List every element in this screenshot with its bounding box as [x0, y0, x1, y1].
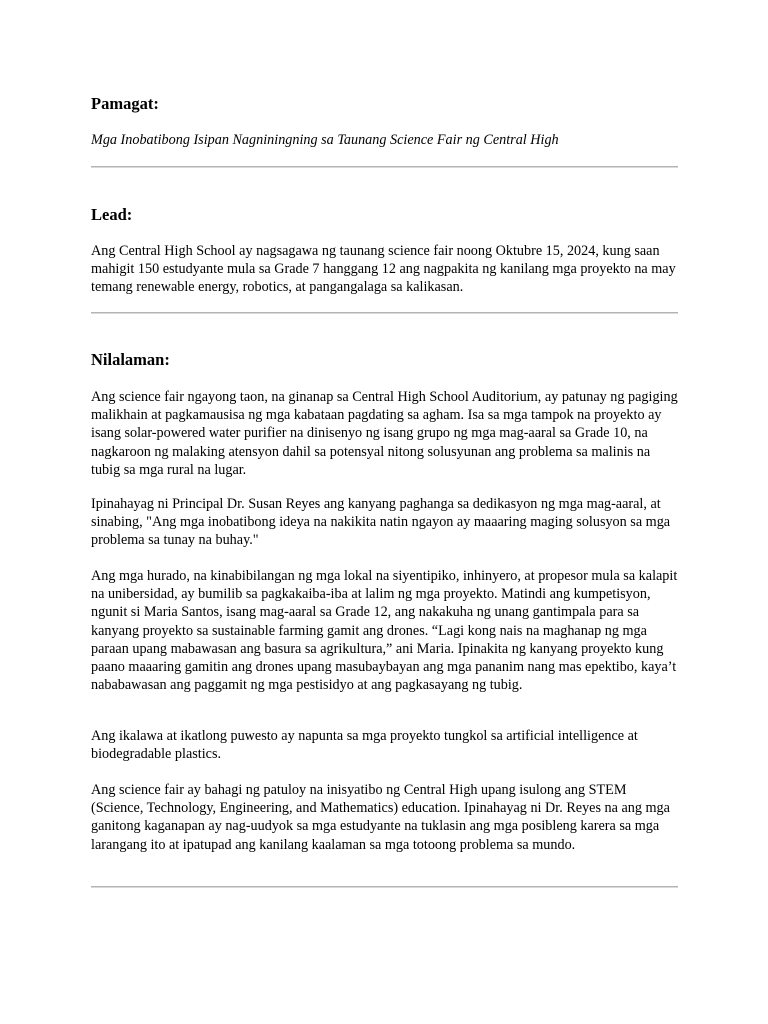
body-paragraph-1: Ang science fair ngayong taon, na ginanap sa Central High School Auditorium, ay patunay ng pagiging malikhain at pagkamausisa ng mga kabataan pagdating sa agham. Isa sa mga tampok na proyekto ay isang solar-powered water purifier na dinisenyo ng isang grupo ng mga mag-aaral sa Grade 10, na nagkaroon ng malaking atensyon dahil sa potensyal nitong solusyunan ang problema sa malinis na tubig sa mga rural na lugar. [91, 389, 678, 478]
section-divider [91, 312, 678, 314]
section-divider [91, 886, 678, 888]
body-paragraph-4: Ang ikalawa at ikatlong puwesto ay napunta sa mga proyekto tungkol sa artificial intelligence at biodegradable plastics. [91, 728, 638, 763]
body-paragraph-3: Ang mga hurado, na kinabibilangan ng mga lokal na siyentipiko, inhinyero, at propesor mula sa kalapit na unibersidad, ay bumilib sa pagkakaiba-iba at lalim ng mga proyekto. Matindi ang kumpetisyon, ngunit si Maria Santos, isang mag-aaral sa Grade 12, ang nakakuha ng unang gantimpala para sa kanyang proyekto sa sustainable farming gamit ang drones. “Lagi kong nais na maghanap ng mga paraan upang mabawasan ang basura sa agrikultura,” ani Maria. Ipinakita ng kanyang proyekto kung paano maaaring gamitin ang drones upang masubaybayan ang mga pananim nang mas epektibo, kaya’t nababawasan ang paggamit ng mga pestisidyo at ang pagkasayang ng tubig. [91, 568, 678, 694]
section-divider [91, 166, 678, 168]
title-heading: Pamagat: [91, 94, 159, 113]
body-heading: Nilalaman: [91, 350, 170, 369]
body-paragraph-5: Ang science fair ay bahagi ng patuloy na inisyatibo ng Central High upang isulong ang STEM (Science, Technology, Engineering, and Mathematics) education. Ipinahayag ni Dr. Reyes na ang mga ganitong kaganapan ay nag-uudyok sa mga estudyante na tuklasin ang mga posibleng karera sa mga larangang ito at ipatupad ang kanilang kaalaman sa mga totoong problema sa mundo. [91, 782, 670, 853]
body-paragraph-2: Ipinahayag ni Principal Dr. Susan Reyes ang kanyang paghanga sa dedikasyon ng mga mag-aaral, at sinabing, "Ang mga inobatibong ideya na nakikita natin ngayon ay maaaring maging solusyon sa mga problema sa tunay na buhay." [91, 496, 671, 549]
lead-paragraph: Ang Central High School ay nagsagawa ng taunang science fair noong Oktubre 15, 2024, kung saan mahigit 150 estudyante mula sa Grade 7 hanggang 12 ang nagpakita ng kanilang mga proyekto na may temang renewable energy, robotics, at pangangalaga sa kalikasan. [91, 243, 676, 296]
article-title: Mga Inobatibong Isipan Nagniningning sa Taunang Science Fair ng Central High [91, 132, 559, 148]
lead-heading: Lead: [91, 205, 133, 224]
